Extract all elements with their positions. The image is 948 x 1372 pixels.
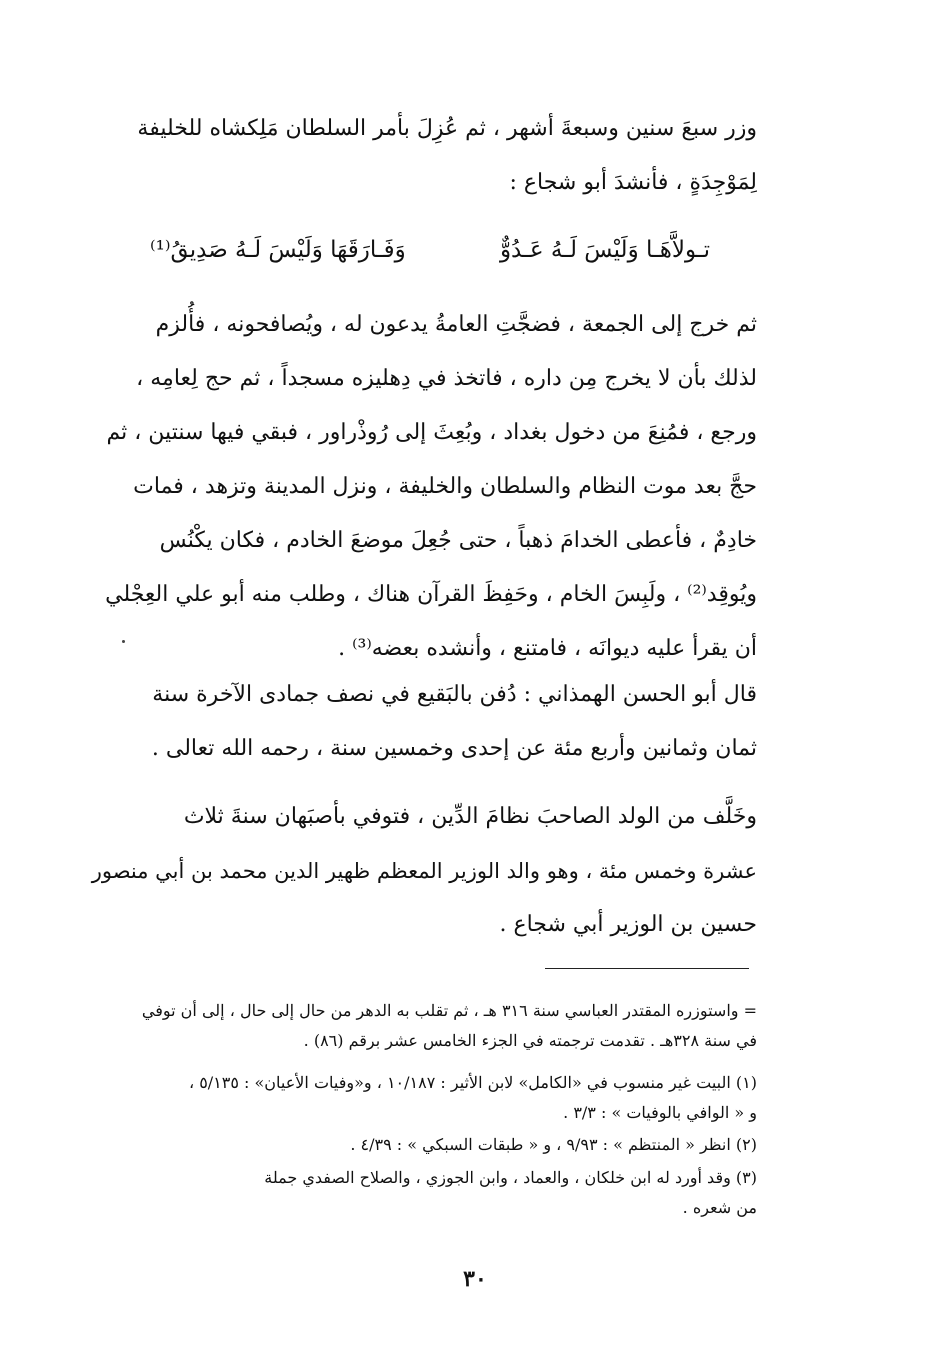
text-line: ثم خرج إلى الجمعة ، فضجَّتِ العامةُ يدعون له ، ويُصافحونه ، فأُلزم	[155, 312, 757, 337]
text-line: عشرة وخمس مئة ، وهو والد الوزير المعظم ظهير الدين محمد بن أبي منصور	[91, 859, 757, 883]
paragraph-1	[82, 102, 757, 210]
text-line: خادِمٌ ، فأعطى الخدامَ ذهباً ، حتى جُعِلَ موضعَ الخادم ، فكان يكْنُس	[159, 528, 757, 553]
footnote-3	[82, 1163, 757, 1223]
footnote-line: (٣) وقد أورد له ابن خلكان ، والعماد ، وابن الجوزي ، والصلاح الصفدي جملة	[264, 1168, 757, 1187]
footnote-line: و « الوافي بالوفيات » : ٣/٣ .	[563, 1103, 757, 1122]
footnote-line: في سنة ٣٢٨هـ . تقدمت ترجمته في الجزء الخامس عشر برقم (٨٦) .	[303, 1031, 757, 1050]
text-line: قال أبو الحسن الهمذاني : دُفن بالبَقيع في نصف جمادى الآخرة سنة	[152, 682, 757, 707]
text-line: أن يقرأ عليه ديوانَه ، فامتنع ، وأنشده بعضه⁽³⁾ .	[338, 636, 757, 661]
poetry-verse	[150, 230, 710, 270]
footnote-2	[82, 1130, 757, 1160]
footnote-line: (١) البيت غير منسوب في «الكامل» لابن الأثير : ١٠/١٨٧ ، و«وفيات الأعيان» : ٥/١٣٥ ،	[188, 1073, 757, 1092]
page-number: ٣٠	[463, 1266, 487, 1292]
text-line: ورجع ، فمُنِعَ من دخول بغداد ، وبُعِثَ إلى رُوذْراور ، فبقي فيها سنتين ، ثم	[106, 420, 757, 445]
text-line: ثمان وثمانين وأربع مئة عن إحدى وخمسين سنة ، رحمه الله تعالى .	[151, 736, 757, 761]
paragraph-3	[82, 668, 757, 776]
paragraph-2	[82, 298, 757, 676]
footnote-line: = واستوزره المقتدر العباسي سنة ٣١٦ هـ ، ثم تقلب به الدهر من حال إلى حال ، إلى أن توفي	[141, 1001, 757, 1020]
text-line: لِمَوْجِدَةٍ ، فأنشدَ أبو شجاع :	[509, 170, 757, 195]
text-line: وخَلَّف من الولد الصاحبَ نظامَ الدِّين ، فتوفي بأصبَهان سنةَ ثلاث	[183, 804, 757, 829]
footnote-line: (٢) انظر « المنتظم » : ٩/٩٣ ، و « طبقات السبكي » : ٤/٣٩ .	[350, 1135, 757, 1154]
text-line: وزر سبعَ سنين وسبعةَ أشهر ، ثم عُزِلَ بأمر السلطان مَلِكشاه للخليفة	[137, 116, 757, 141]
verse-second-hemistich: وَفَـارَقَهَا وَلَيْسَ لَـهُ صَدِيقُ⁽¹⁾	[150, 237, 406, 263]
text-line: لذلك بأن لا يخرج مِن داره ، فاتخذ في دِهليزه مسجداً ، ثم حج لِعامِه ،	[136, 366, 757, 391]
scan-speck	[122, 640, 125, 643]
text-line: ويُوقِد⁽²⁾ ، ولَبِسَ الخام ، وحَفِظَ القرآن هناك ، وطلب منه أبو علي العِجْلي	[105, 582, 757, 607]
text-line: حجَّ بعد موت النظام والسلطان والخليفة ، ونزل المدينة وتزهد ، فمات	[133, 474, 757, 499]
text-line: حسين بن الوزير أبي شجاع .	[499, 912, 757, 937]
footnote-continuation	[82, 996, 757, 1056]
footnote-line: من شعره .	[682, 1198, 757, 1217]
verse-first-hemistich: تـولاَّهَـا وَلَيْسَ لَـهُ عَـدُوٌّ	[499, 237, 710, 263]
footnote-1	[82, 1068, 757, 1128]
footnote-separator	[545, 968, 749, 969]
paragraph-4	[82, 790, 757, 952]
